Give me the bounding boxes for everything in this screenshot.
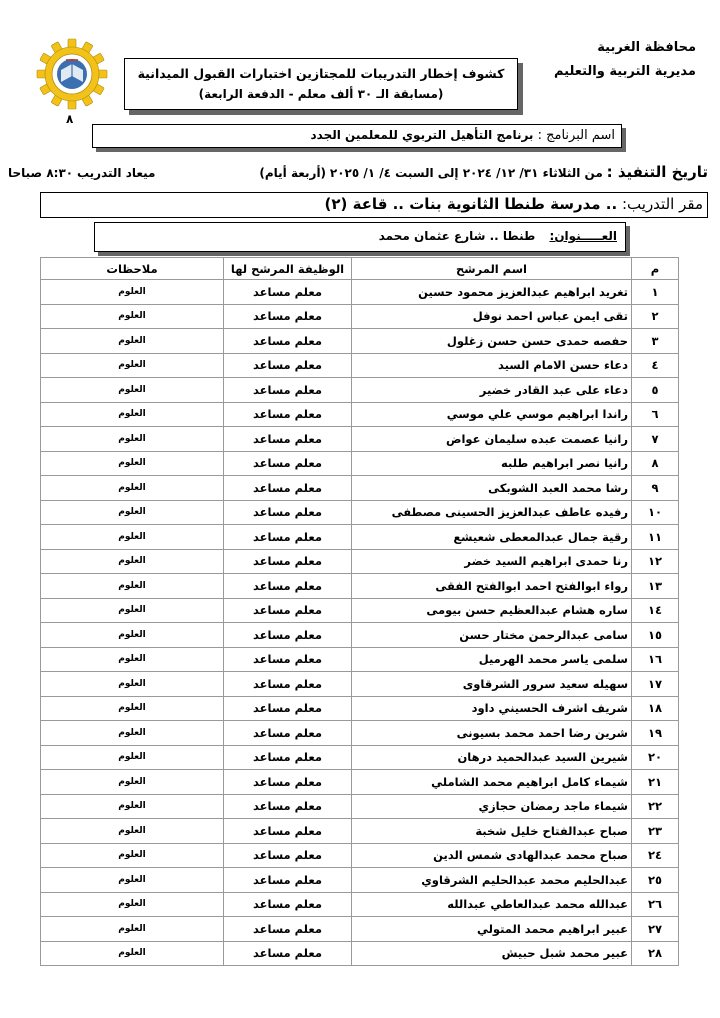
candidate-name: رشا محمد العبد الشوبكى [352, 476, 632, 501]
table-row [41, 500, 679, 525]
table-row [41, 623, 679, 648]
candidate-job: معلم مساعد [224, 525, 352, 550]
candidate-notes: العلوم [41, 843, 224, 868]
candidate-job: معلم مساعد [224, 451, 352, 476]
candidate-job: معلم مساعد [224, 941, 352, 966]
table-header-row [41, 258, 679, 280]
candidate-job: معلم مساعد [224, 770, 352, 795]
directorate-block [554, 36, 696, 84]
row-number: ١٢ [632, 549, 679, 574]
document-subtitle: (مسابقة الـ ٣٠ ألف معلم - الدفعة الرابعة) [198, 87, 444, 101]
address-box [94, 222, 626, 252]
row-number: ١٦ [632, 647, 679, 672]
row-number: ١ [632, 280, 679, 305]
candidate-notes: العلوم [41, 672, 224, 697]
candidate-notes: العلوم [41, 280, 224, 305]
header-notes: ملاحظات [41, 258, 224, 280]
page-number: ٨ [66, 112, 74, 126]
row-number: ٤ [632, 353, 679, 378]
candidate-job: معلم مساعد [224, 745, 352, 770]
candidate-name: رانيا نصر ابراهيم طلبه [352, 451, 632, 476]
table-row [41, 917, 679, 942]
candidate-name: رنا حمدى ابراهيم السيد خضر [352, 549, 632, 574]
table-row [41, 770, 679, 795]
execution-duration: (أربعة أيام) [259, 166, 327, 180]
row-number: ١٠ [632, 500, 679, 525]
candidate-name: سلمى ياسر محمد الهرميل [352, 647, 632, 672]
row-number: ١٥ [632, 623, 679, 648]
candidate-notes: العلوم [41, 574, 224, 599]
row-number: ٢٦ [632, 892, 679, 917]
table-row [41, 451, 679, 476]
candidate-name: عبير ابراهيم محمد المتولي [352, 917, 632, 942]
table-row [41, 329, 679, 354]
execution-date-range: من الثلاثاء ٣١/ ١٢/ ٢٠٢٤ إلى السبت ٤/ ١/ ٢٠٢٥ [329, 166, 603, 180]
row-number: ٨ [632, 451, 679, 476]
candidate-notes: العلوم [41, 598, 224, 623]
candidate-name: شيرين السيد عبدالحميد درهان [352, 745, 632, 770]
candidate-job: معلم مساعد [224, 402, 352, 427]
candidate-job: معلم مساعد [224, 427, 352, 452]
candidate-notes: العلوم [41, 304, 224, 329]
table-row [41, 280, 679, 305]
table-row [41, 941, 679, 966]
table-row [41, 868, 679, 893]
header-name: اسم المرشح [352, 258, 632, 280]
table-row [41, 721, 679, 746]
candidate-job: معلم مساعد [224, 378, 352, 403]
candidate-notes: العلوم [41, 794, 224, 819]
row-number: ١٧ [632, 672, 679, 697]
candidate-notes: العلوم [41, 770, 224, 795]
candidate-notes: العلوم [41, 353, 224, 378]
row-number: ٢٥ [632, 868, 679, 893]
governorate-name: محافظة الغربية [597, 40, 696, 55]
candidate-name: تغريد ابراهيم عبدالعزيز محمود حسين [352, 280, 632, 305]
document-title-box [124, 58, 518, 110]
table-row [41, 647, 679, 672]
candidate-job: معلم مساعد [224, 329, 352, 354]
candidate-name: عبدالله محمد عبدالعاطي عبدالله [352, 892, 632, 917]
candidate-job: معلم مساعد [224, 672, 352, 697]
address-label: العـــــنوان: [549, 229, 617, 243]
candidate-job: معلم مساعد [224, 868, 352, 893]
candidate-job: معلم مساعد [224, 721, 352, 746]
candidate-job: معلم مساعد [224, 917, 352, 942]
venue-label: مقر التدريب: [621, 195, 703, 213]
candidate-notes: العلوم [41, 696, 224, 721]
venue-value: .. مدرسة طنطا الثانوية بنات .. قاعة (٢) [324, 195, 618, 213]
table-row [41, 402, 679, 427]
row-number: ١١ [632, 525, 679, 550]
candidate-notes: العلوم [41, 819, 224, 844]
table-row [41, 525, 679, 550]
row-number: ٢ [632, 304, 679, 329]
candidate-notes: العلوم [41, 721, 224, 746]
candidate-job: معلم مساعد [224, 304, 352, 329]
candidate-name: رانيا عصمت عبده سليمان عواض [352, 427, 632, 452]
candidate-notes: العلوم [41, 329, 224, 354]
candidate-notes: العلوم [41, 451, 224, 476]
row-number: ٢٠ [632, 745, 679, 770]
candidate-notes: العلوم [41, 525, 224, 550]
program-box [92, 124, 622, 148]
candidate-notes: العلوم [41, 427, 224, 452]
candidate-name: شرين رضا احمد محمد بسيونى [352, 721, 632, 746]
candidate-job: معلم مساعد [224, 623, 352, 648]
candidate-name: رقية جمال عبدالمعطى شعيشع [352, 525, 632, 550]
candidate-notes: العلوم [41, 623, 224, 648]
row-number: ٢٨ [632, 941, 679, 966]
candidate-name: تقى ايمن عباس احمد نوفل [352, 304, 632, 329]
header-job: الوظيفة المرشح لها [224, 258, 352, 280]
address-value: طنطا .. شارع عثمان محمد [378, 229, 536, 243]
candidate-notes: العلوم [41, 868, 224, 893]
candidate-name: دعاء حسن الامام السيد [352, 353, 632, 378]
table-row [41, 794, 679, 819]
candidate-job: معلم مساعد [224, 892, 352, 917]
row-number: ١٣ [632, 574, 679, 599]
table-row [41, 353, 679, 378]
table-row [41, 378, 679, 403]
candidate-notes: العلوم [41, 745, 224, 770]
candidate-notes: العلوم [41, 402, 224, 427]
candidate-name: سامى عبدالرحمن مختار حسن [352, 623, 632, 648]
candidate-job: معلم مساعد [224, 794, 352, 819]
table-row [41, 696, 679, 721]
table-row [41, 843, 679, 868]
candidate-name: شريف اشرف الحسيني داود [352, 696, 632, 721]
candidate-notes: العلوم [41, 917, 224, 942]
row-number: ٢١ [632, 770, 679, 795]
table-row [41, 598, 679, 623]
candidate-job: معلم مساعد [224, 696, 352, 721]
row-number: ٢٣ [632, 819, 679, 844]
candidate-name: شيماء ماجد رمضان حجازي [352, 794, 632, 819]
row-number: ٧ [632, 427, 679, 452]
candidate-notes: العلوم [41, 549, 224, 574]
program-name: برنامج التأهيل التربوي للمعلمين الجدد [310, 128, 534, 142]
table-row [41, 745, 679, 770]
table-row [41, 549, 679, 574]
directorate-name: مديرية التربية والتعليم [553, 64, 696, 79]
candidate-name: حفصه حمدى حسن حسن زغلول [352, 329, 632, 354]
row-number: ٣ [632, 329, 679, 354]
row-number: ٢٧ [632, 917, 679, 942]
row-number: ١٨ [632, 696, 679, 721]
venue-box [40, 192, 708, 218]
candidate-notes: العلوم [41, 500, 224, 525]
candidate-job: معلم مساعد [224, 549, 352, 574]
candidate-name: صباح عبدالفتاح خليل شخبة [352, 819, 632, 844]
training-time-label: ميعاد التدريب [76, 166, 156, 180]
row-number: ١٩ [632, 721, 679, 746]
candidate-job: معلم مساعد [224, 598, 352, 623]
row-number: ٩ [632, 476, 679, 501]
candidate-name: رواء ابوالفتح احمد ابوالفتح الفقى [352, 574, 632, 599]
candidate-name: عبدالحليم محمد عبدالحليم الشرقاوي [352, 868, 632, 893]
document-title: كشوف إخطار التدريبات للمجتازين اختبارات القبول الميدانية [137, 66, 505, 81]
candidate-notes: العلوم [41, 892, 224, 917]
candidate-name: عبير محمد شبل حبيش [352, 941, 632, 966]
candidate-job: معلم مساعد [224, 476, 352, 501]
candidate-name: ساره هشام عبدالعظيم حسن بيومى [352, 598, 632, 623]
candidate-name: راندا ابراهيم موسي علي موسي [352, 402, 632, 427]
candidate-name: صباح محمد عبدالهادى شمس الدين [352, 843, 632, 868]
candidate-job: معلم مساعد [224, 574, 352, 599]
candidate-job: معلم مساعد [224, 819, 352, 844]
candidate-job: معلم مساعد [224, 500, 352, 525]
header-no: م [632, 258, 679, 280]
candidate-job: معلم مساعد [224, 353, 352, 378]
execution-line [8, 163, 708, 181]
candidates-table [40, 257, 679, 966]
candidate-notes: العلوم [41, 378, 224, 403]
table-row [41, 427, 679, 452]
candidate-notes: العلوم [41, 476, 224, 501]
candidate-name: رفيده عاطف عبدالعزيز الحسينى مصطفى [352, 500, 632, 525]
directorate-gear-seal-icon [36, 38, 108, 110]
table-row [41, 672, 679, 697]
table-row [41, 304, 679, 329]
candidate-job: معلم مساعد [224, 647, 352, 672]
table-row [41, 819, 679, 844]
candidate-job: معلم مساعد [224, 843, 352, 868]
candidate-name: شيماء كامل ابراهيم محمد الشاملي [352, 770, 632, 795]
candidate-name: سهيله سعيد سرور الشرقاوى [352, 672, 632, 697]
candidate-notes: العلوم [41, 647, 224, 672]
program-label: اسم البرنامج : [537, 128, 615, 143]
row-number: ٢٢ [632, 794, 679, 819]
row-number: ٦ [632, 402, 679, 427]
candidate-name: دعاء على عبد القادر خضير [352, 378, 632, 403]
execution-label: تاريخ التنفيذ : [606, 163, 708, 181]
candidate-notes: العلوم [41, 941, 224, 966]
candidate-job: معلم مساعد [224, 280, 352, 305]
table-row [41, 476, 679, 501]
row-number: ١٤ [632, 598, 679, 623]
table-row [41, 892, 679, 917]
row-number: ٥ [632, 378, 679, 403]
training-time-value: ٨:٣٠ صباحا [8, 166, 74, 180]
row-number: ٢٤ [632, 843, 679, 868]
table-row [41, 574, 679, 599]
